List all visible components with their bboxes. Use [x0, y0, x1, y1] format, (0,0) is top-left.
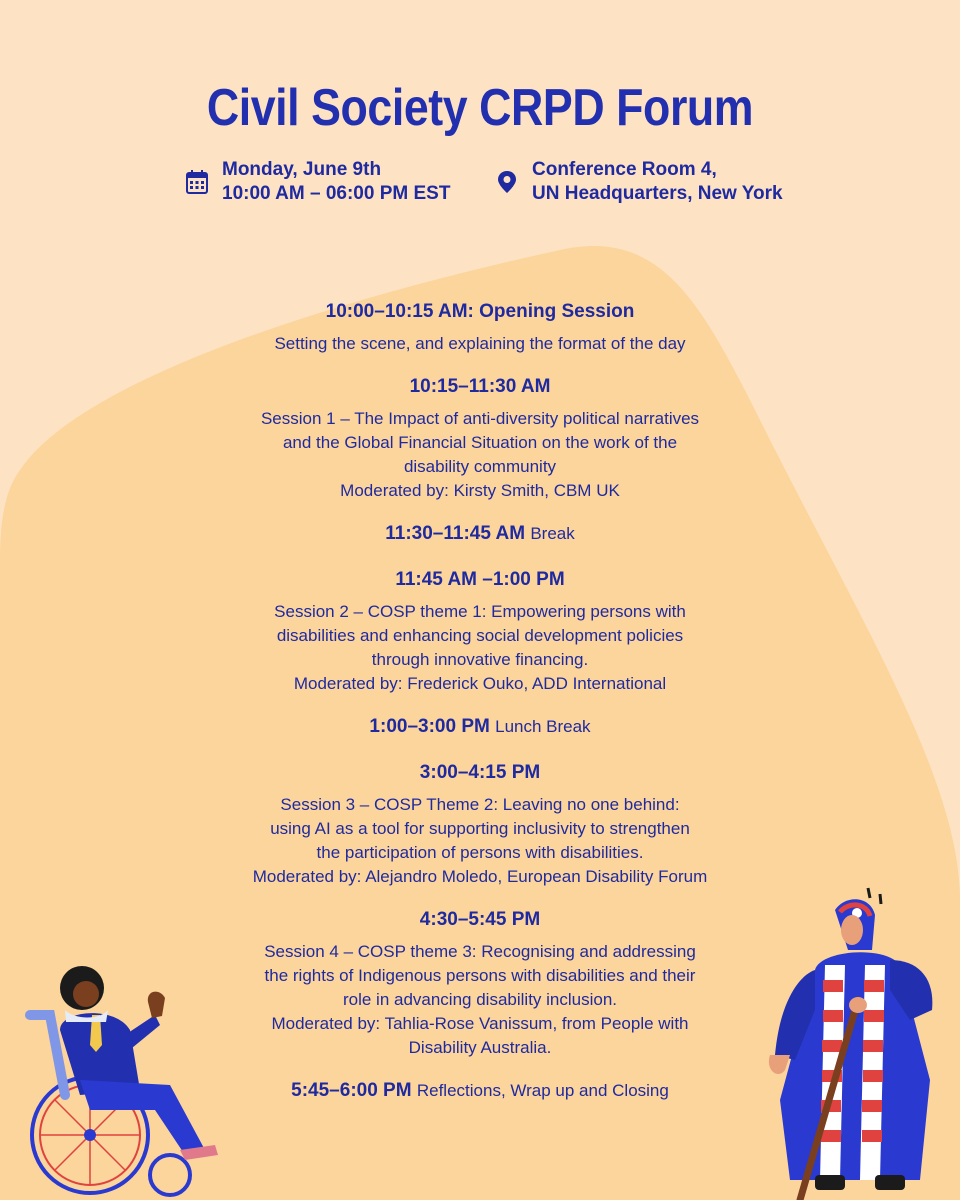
- schedule-item-closing: [180, 1079, 780, 1103]
- wheelchair-user-illustration: [20, 960, 220, 1200]
- location-line2: UN Headquarters, New York: [532, 183, 783, 204]
- session-3-line-2: using AI as a tool for supporting inclusivity to strengthen: [270, 819, 690, 838]
- closing-label: Reflections, Wrap up and Closing: [416, 1081, 669, 1100]
- event-day: Monday, June 9th: [222, 159, 382, 180]
- calendar-icon: [186, 170, 208, 194]
- date-text: [222, 158, 450, 206]
- location-text: [532, 158, 783, 206]
- schedule-item-lunch: [180, 715, 780, 739]
- session-3-moderator: Moderated by: Alejandro Moledo, European Disability Forum: [252, 867, 708, 886]
- opening-time: 10:00–10:15 AM: Opening Session: [325, 301, 635, 322]
- session-2-time: 11:45 AM –1:00 PM: [395, 569, 565, 590]
- break-time: 11:30–11:45 AM: [385, 523, 526, 544]
- event-date-info: [186, 158, 450, 206]
- closing-time: 5:45–6:00 PM: [291, 1080, 412, 1101]
- lunch-line: [180, 715, 780, 739]
- closing-line: [180, 1079, 780, 1103]
- session-3-line-3: the participation of persons with disabilities.: [316, 843, 644, 862]
- page-title: Civil Society CRPD Forum: [206, 79, 754, 137]
- session-1-line-1: Session 1 – The Impact of anti-diversity political narratives: [260, 409, 700, 428]
- lunch-time: 1:00–3:00 PM: [369, 716, 490, 737]
- session-3-line-1: Session 3 – COSP Theme 2: Leaving no one behind:: [280, 795, 680, 814]
- session-1-desc: [180, 407, 780, 503]
- lunch-label: Lunch Break: [495, 717, 591, 736]
- event-time: 10:00 AM – 06:00 PM EST: [222, 183, 451, 204]
- session-4-line-2: the rights of Indigenous persons with disabilities and their: [264, 966, 696, 985]
- session-4-moderator-line-1: Moderated by: Tahlia-Rose Vanissum, from People with: [271, 1014, 689, 1033]
- session-4-moderator-line-2: Disability Australia.: [408, 1038, 552, 1057]
- schedule-item-session-2: [180, 568, 780, 696]
- break-line: [180, 522, 780, 546]
- session-4-desc: [180, 940, 780, 1060]
- event-location-info: [496, 158, 783, 206]
- schedule: [180, 300, 780, 1122]
- location-line1: Conference Room 4,: [532, 159, 717, 180]
- session-2-line-1: Session 2 – COSP theme 1: Empowering persons with: [274, 602, 686, 621]
- schedule-item-opening: [180, 300, 780, 356]
- schedule-item-break: [180, 522, 780, 546]
- schedule-item-session-3: [180, 761, 780, 889]
- session-4-line-3: role in advancing disability inclusion.: [342, 990, 618, 1009]
- session-1-line-2: and the Global Financial Situation on the work of the: [282, 433, 678, 452]
- indigenous-person-illustration: [760, 880, 960, 1200]
- session-4-line-1: Session 4 – COSP theme 3: Recognising and addressing: [264, 942, 696, 961]
- session-2-line-3: through innovative financing.: [371, 650, 589, 669]
- session-1-time: 10:15–11:30 AM: [409, 376, 551, 397]
- session-3-time: 3:00–4:15 PM: [419, 762, 541, 783]
- session-2-moderator: Moderated by: Frederick Ouko, ADD International: [293, 674, 667, 693]
- session-1-moderator: Moderated by: Kirsty Smith, CBM UK: [340, 481, 620, 500]
- session-4-time: 4:30–5:45 PM: [419, 909, 541, 930]
- session-2-line-2: disabilities and enhancing social development policies: [276, 626, 684, 645]
- session-1-line-3: disability community: [403, 457, 557, 476]
- session-2-desc: [180, 600, 780, 696]
- session-3-desc: [180, 793, 780, 889]
- opening-desc: Setting the scene, and explaining the format of the day: [274, 334, 686, 353]
- schedule-item-session-1: [180, 375, 780, 503]
- schedule-item-session-4: [180, 908, 780, 1060]
- break-label: Break: [530, 524, 575, 543]
- location-pin-icon: [496, 170, 518, 194]
